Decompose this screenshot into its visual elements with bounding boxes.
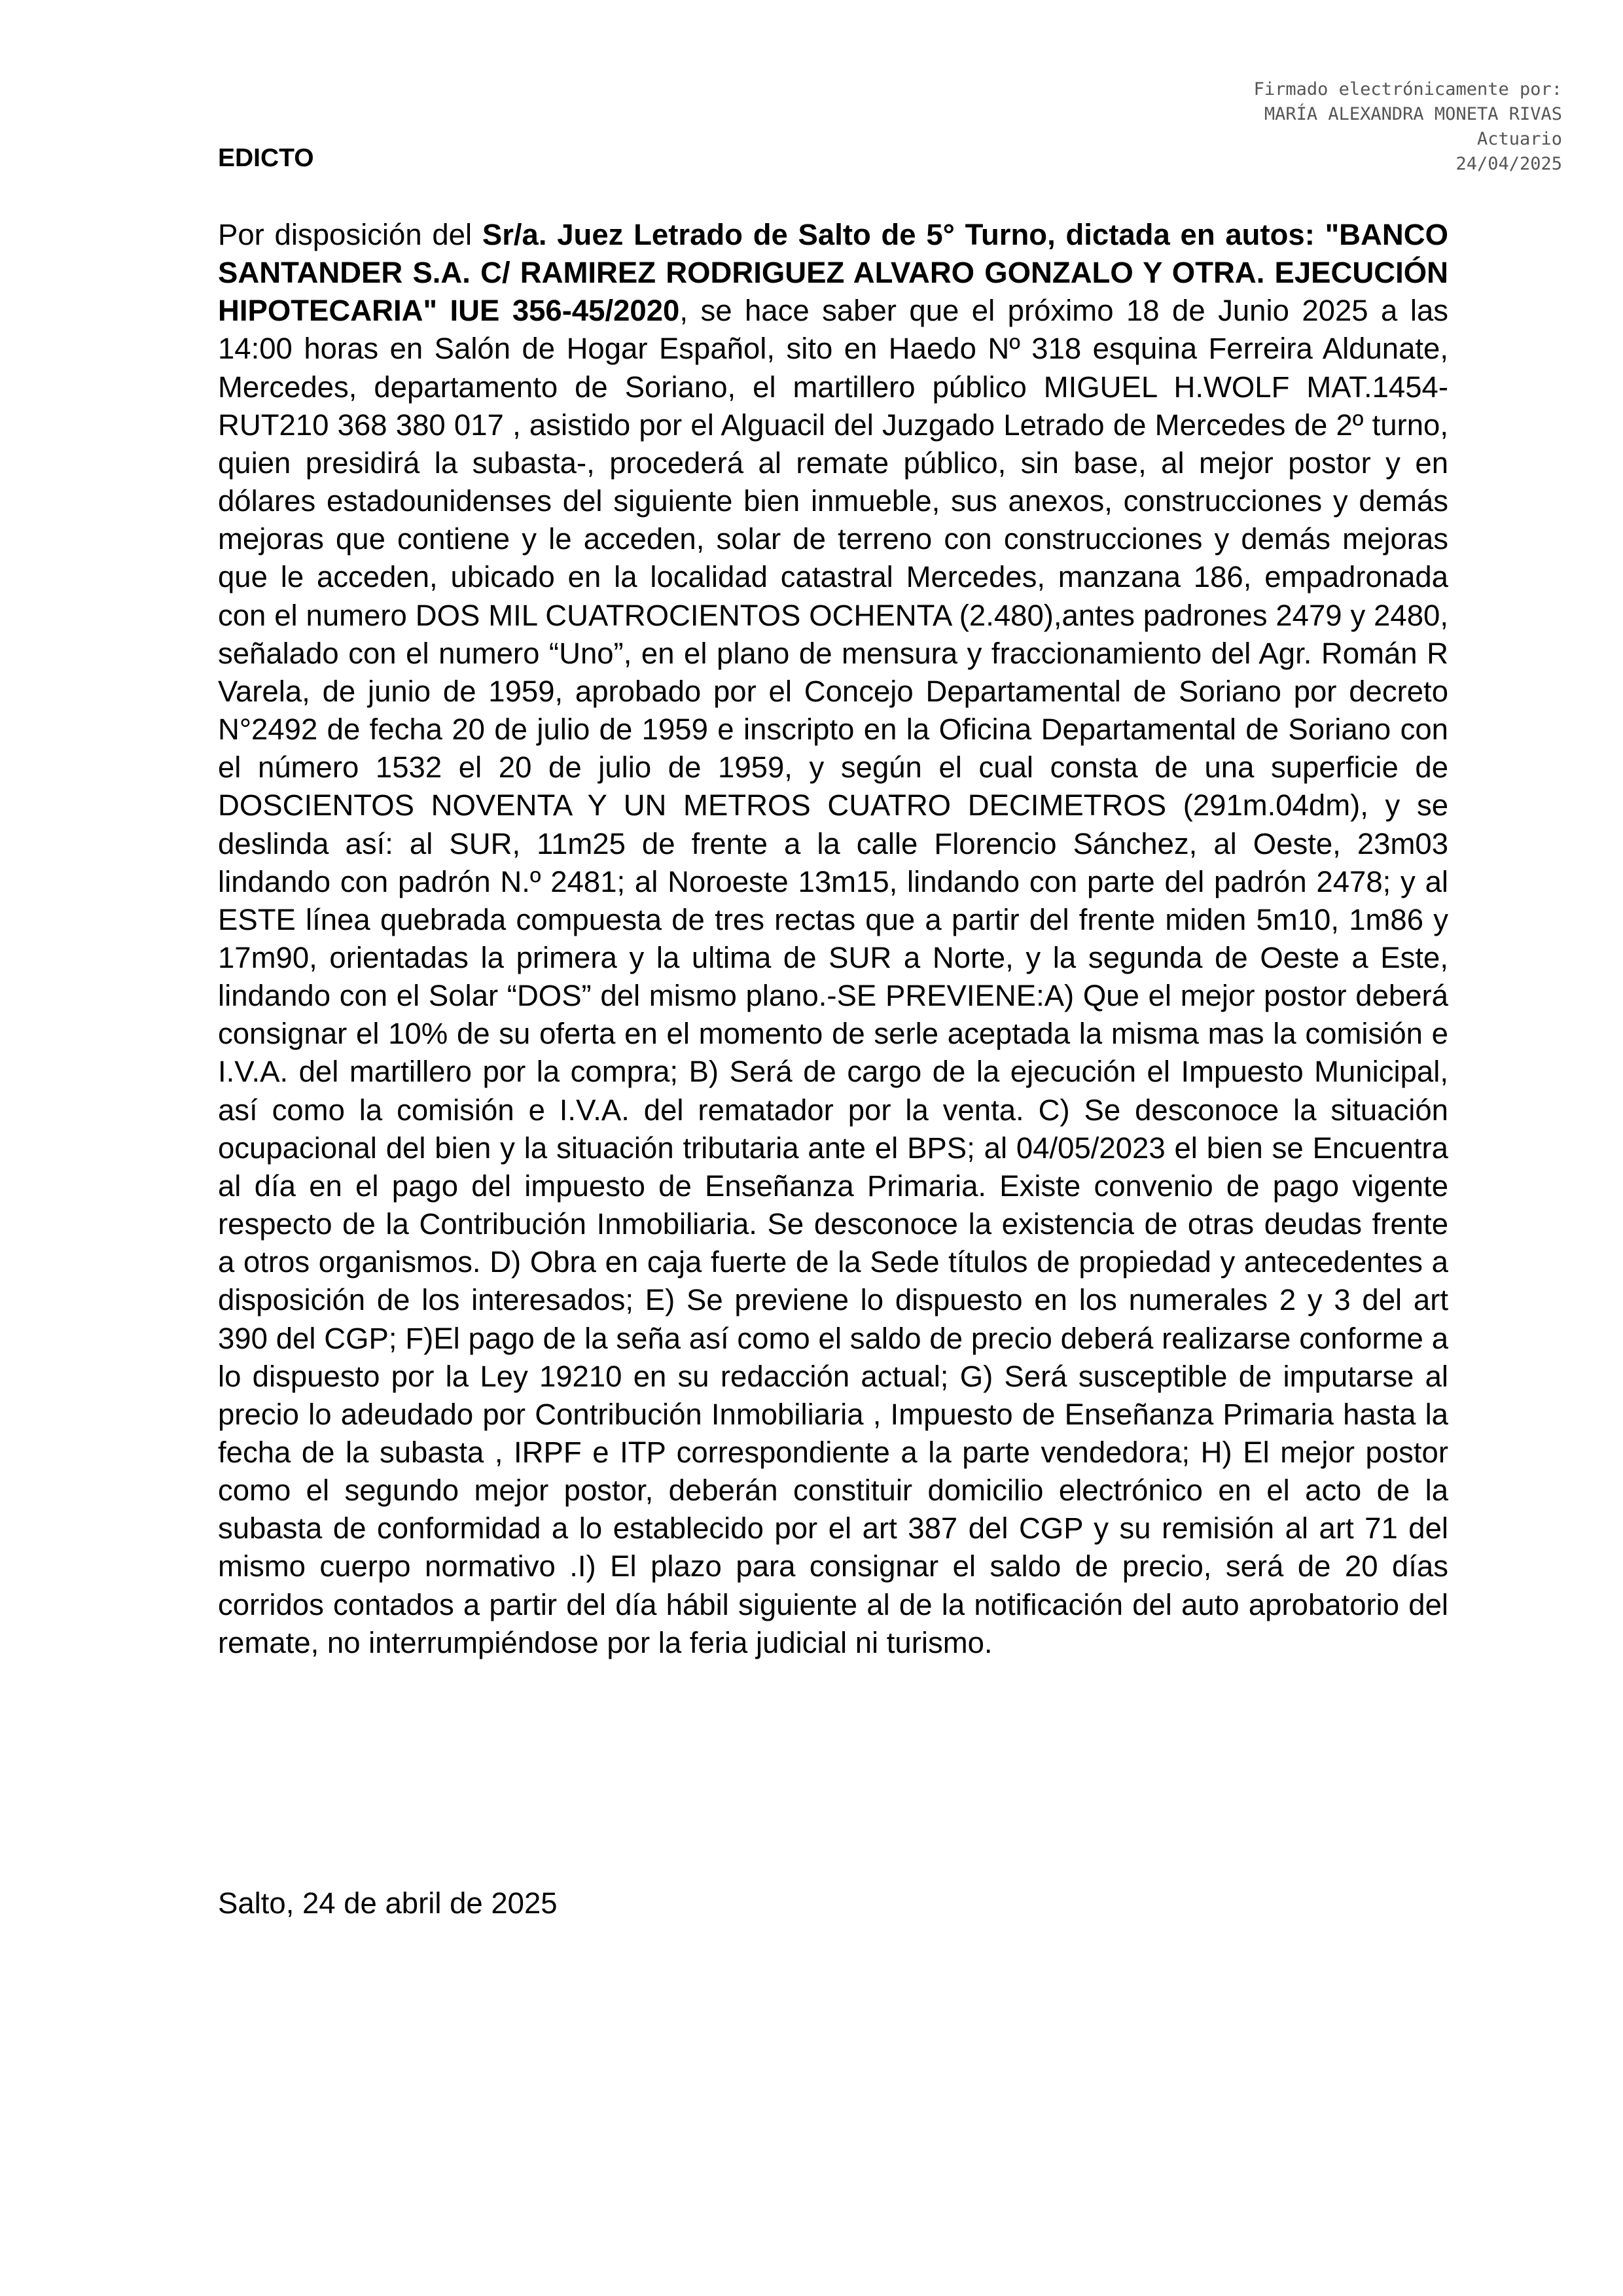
signer-name: MARÍA ALEXANDRA MONETA RIVAS <box>1264 104 1562 124</box>
document-title: EDICTO <box>218 144 314 172</box>
body-intro: Por disposición del <box>218 218 482 251</box>
court-case-reference: Sr/a. Juez Letrado de Salto de 5° Turno, dictada en autos: "BANCO SANTANDER S.A. C/ RAMIREZ RODRIGUEZ ALVARO GONZALO Y OTRA. EJECUCIÓN HIPOTECARIA" IUE 356-45/2020 <box>218 218 1448 328</box>
body-main-text: , se hace saber que el próximo 18 de Junio 2025 a las 14:00 horas en Salón de Hogar Español, sito en Haedo Nº 318 esquina Ferreira Aldunate, Mercedes, departamento de Soriano, el martillero público MIGUEL H.WOLF MAT.1454- RUT210 368 380 017 , asistido por el Alguacil del Juzgado Letrado de Mercedes de 2º turno, quien presidirá la subasta-, procederá al remate público, sin base, al mejor postor y en dólares estadounidenses del siguiente bien inmueble, sus anexos, construcciones y demás mejoras que contiene y le acceden, solar de terreno con construcciones y demás mejoras que le acceden, ubicado en la localidad catastral Mercedes, manzana 186, empadronada con el numero DOS MIL CUATROCIENTOS OCHENTA (2.480),antes padrones 2479 y 2480, señalado con el numero “Uno”, en el plano de mensura y fraccionamiento del Agr. Román R Varela, de junio de 1959, aprobado por el Concejo Departamental de Soriano por decreto N°2492 de fecha 20 de julio de 1959 e inscripto en la Oficina Departamental de Soriano con el número 1532 el 20 de julio de 1959, y según el cual consta de una superficie de DOSCIENTOS NOVENTA Y UN METROS CUATRO DECIMETROS (291m.04dm), y se deslinda así: al SUR, 11m25 de frente a la calle Florencio Sánchez, al Oeste, 23m03 lindando con padrón N.º 2481; al Noroeste 13m15, lindando con parte del padrón 2478; y al ESTE línea quebrada compuesta de tres rectas que a partir del frente miden 5m10, 1m86 y 17m90, orientadas la primera y la ultima de SUR a Norte, y la segunda de Oeste a Este, lindando con el Solar “DOS” del mismo plano.-SE PREVIENE:A) Que el mejor postor deberá consignar el 10% de su oferta en el momento de serle aceptada la misma mas la comisión e I.V.A. del martillero por la compra; B) Será de cargo de la ejecución el Impuesto Municipal, así como la comisión e I.V.A. del rematador por la venta. C) Se desconoce la situación ocupacional del bien y la situación tributaria ante el BPS; al 04/05/2023 el bien se Encuentra al día en el pago del impuesto de Enseñanza Primaria. Existe convenio de pago vigente respecto de la Contribución Inmobiliaria. Se desconoce la existencia de otras deudas frente a otros organismos. D) Obra en caja fuerte de la Sede títulos de propiedad y antecedentes a disposición de los interesados; E) Se previene lo dispuesto en los numerales 2 y 3 del art 390 del CGP; F)El pago de la seña así como el saldo de precio deberá realizarse conforme a lo dispuesto por la Ley 19210 en su redacción actual; G) Será susceptible de imputarse al precio lo adeudado por Contribución Inmobiliaria , Impuesto de Enseñanza Primaria hasta la fecha de la subasta , IRPF e ITP correspondiente a la parte vendedora; H) El mejor postor como el segundo mejor postor, deberán constituir domicilio electrónico en el acto de la subasta de conformidad a lo establecido por el art 387 del CGP y su remisión al art 71 del mismo cuerpo normativo .I) El plazo para consignar el saldo de precio, será de 20 días corridos contados a partir del día hábil siguiente al de la notificación del auto aprobatorio del remate, no interrumpiéndose por la feria judicial ni turismo. <box>218 294 1448 1659</box>
edict-body <box>218 216 1448 1662</box>
signature-caption: Firmado electrónicamente por: <box>1253 79 1562 99</box>
signer-role: Actuario <box>1476 129 1562 149</box>
signature-date: 24/04/2025 <box>1455 154 1562 174</box>
electronic-signature-block <box>1254 77 1562 177</box>
place-and-date: Salto, 24 de abril de 2025 <box>218 1886 558 1920</box>
